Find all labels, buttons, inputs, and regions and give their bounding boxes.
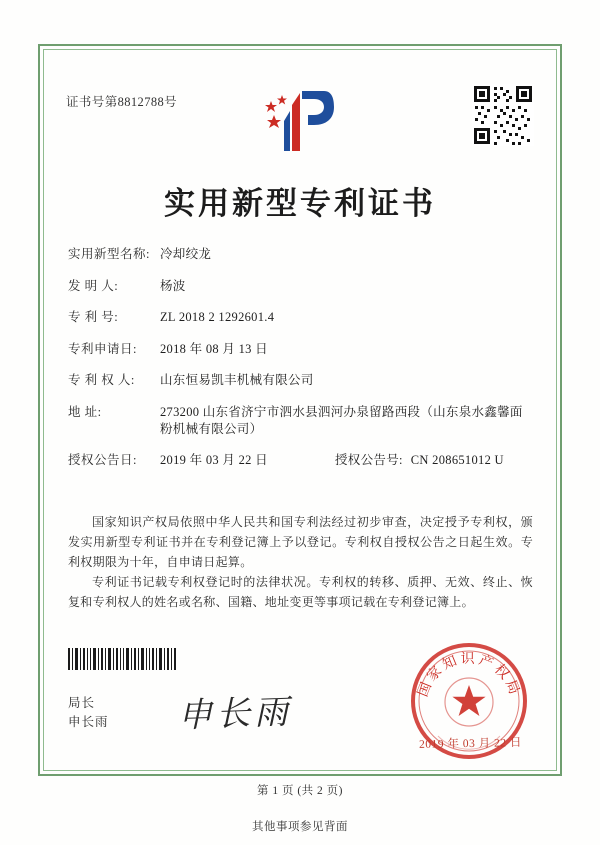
field-address — [68, 404, 533, 438]
field-value: ZL 2018 2 1292601.4 — [160, 310, 275, 324]
field-value: 273200 山东省济宁市泗水县泗河办泉留路西段（山东泉水鑫馨面粉机械有限公司） — [160, 404, 523, 436]
field-label: 专 利 权 人: — [68, 373, 135, 387]
svg-text:国家知识产权局: 国家知识产权局 — [414, 650, 524, 700]
page-number: 第 1 页 (共 2 页) — [256, 785, 344, 797]
footer-note: 其他事项参见背面 — [252, 821, 348, 833]
seal-date: 2019 年 03 月 22 日 — [419, 737, 523, 751]
body-paragraph-1: 国家知识产权局依照中华人民共和国专利法经过初步审查，决定授予专利权，颁发实用新型专利证书并在专利登记簿上予以登记。专利权自授权公告之日起生效。专利权期限为十年，自申请日起算。 — [68, 515, 533, 569]
field-inventor — [68, 278, 533, 295]
field-label: 专利申请日: — [68, 341, 137, 356]
field-label: 发 明 人: — [68, 278, 119, 293]
field-label: 专 利 号: — [68, 310, 119, 324]
field-grant-announcement — [68, 452, 533, 469]
border-corner-top-right — [546, 44, 562, 60]
body-paragraph-2: 专利证书记载专利权登记时的法律状况。专利权的转移、质押、无效、终止、恢复和专利权人的姓名或名称、国籍、地址变更等事项记载在专利登记簿上。 — [68, 575, 533, 609]
grant-date-value: 2019 年 03 月 22 日 — [160, 453, 268, 467]
handwritten-signature: 申长雨 — [177, 692, 293, 736]
border-corner-bottom-left — [38, 760, 54, 776]
field-label: 地 址: — [68, 404, 102, 419]
signature-title-line1: 局长 — [68, 696, 96, 710]
field-patentee — [68, 372, 533, 389]
barcode-icon — [68, 648, 176, 670]
field-value: 山东恒易凯丰机械有限公司 — [160, 373, 314, 387]
border-corner-top-left — [38, 44, 54, 60]
certificate-number: 证书号第8812788号 — [66, 95, 178, 109]
border-corner-bottom-right — [546, 760, 562, 776]
field-label: 授权公告日: — [68, 453, 137, 467]
field-value: 冷却绞龙 — [160, 247, 212, 261]
field-label: 实用新型名称: — [68, 247, 150, 261]
field-value: 2018 年 08 月 13 日 — [160, 341, 268, 356]
field-application-date — [68, 341, 533, 358]
qr-code-icon — [472, 84, 534, 146]
grant-number-label: 授权公告号: — [335, 453, 403, 467]
patent-logo-icon — [262, 85, 338, 157]
grant-number-value: CN 208651012 U — [410, 453, 504, 467]
signature-title — [68, 694, 109, 732]
field-patent-number — [68, 309, 533, 326]
page-title: 实用新型专利证书 — [164, 186, 436, 222]
field-value: 杨波 — [160, 278, 186, 293]
field-list — [68, 246, 533, 484]
signature-title-line2: 申长雨 — [68, 715, 109, 729]
field-utility-model-name — [68, 246, 533, 263]
